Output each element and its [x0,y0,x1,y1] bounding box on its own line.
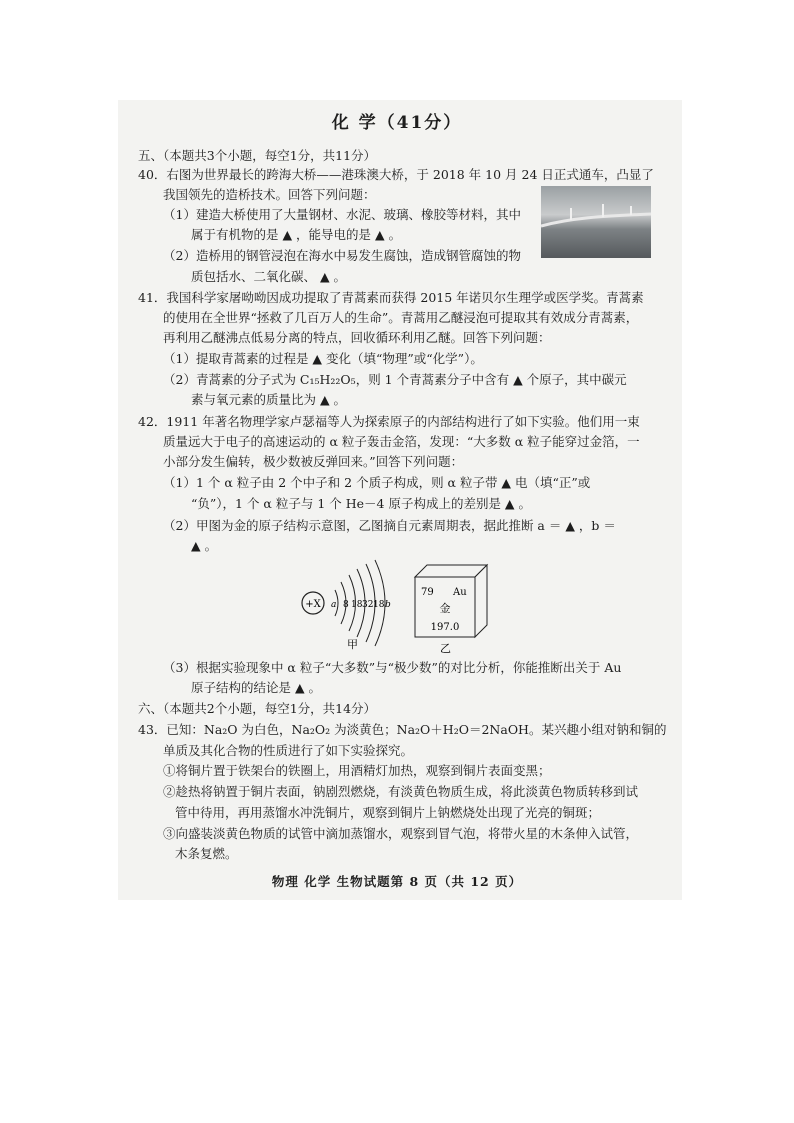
element-name: 金 [439,602,451,615]
q41-part-2-line-2: 素与氧元素的质量比为 ▲ 。 [191,392,347,407]
shell-label: 18 [373,600,385,610]
q43-step-3-line-1: ③向盛装淡黄色物质的试管中滴加蒸馏水，观察到冒气泡，将带火星的木条伸入试管， [163,826,639,841]
q41-part-1: （1）提取青蒿素的过程是 ▲ 变化（填“物理”或“化学”）。 [163,351,483,366]
atomic-structure-figure [295,555,505,659]
q43-step-2-line-1: ②趁热将钠置于铜片表面，钠剧烈燃烧，有淡黄色物质生成，将此淡黄色物质转移到试 [163,784,639,799]
page-footer: 物理 化学 生物试题第 8 页（共 12 页） [271,874,523,889]
shell-label: a [331,600,337,610]
q42-line-3: 小部分发生偏转，极少数被反弹回来。”回答下列问题： [163,454,464,469]
shell-label: 18 [351,600,363,610]
figure-label-jia: 甲 [347,638,358,651]
shell-label: 8 [343,600,349,610]
q40-part-1-line-2: 属于有机物的是 ▲ ，能导电的是 ▲ 。 [191,227,402,242]
q42-line-1: 42．1911 年著名物理学家卢瑟福等人为探索原子的内部结构进行了如下实验。他们用一束 [138,414,640,429]
q40-line-2: 我国领先的造桥技术。回答下列问题： [163,187,376,202]
page-title: 化 学（41分） [331,113,463,133]
q42-part-1-line-1: （1）1 个 α 粒子由 2 个中子和 2 个质子构成，则 α 粒子带 ▲ 电（填“正”或 [163,475,591,490]
q42-part-2-line-1: （2）甲图为金的原子结构示意图，乙图摘自元素周期表，据此推断 a ＝ ▲ ，b ＝ [163,518,616,533]
element-symbol: Au [453,587,467,598]
q43-line-2: 单质及其化合物的性质进行了如下实验探究。 [163,743,414,758]
figure-label-yi: 乙 [440,642,451,655]
q41-part-2-line-1: （2）青蒿素的分子式为 C₁₅H₂₂O₅，则 1 个青蒿素分子中含有 ▲ 个原子，其中碳元 [163,372,627,387]
q41-line-3: 再利用乙醚沸点低易分离的特点，回收循环利用乙醚。回答下列问题： [163,330,551,345]
q40-part-2-line-2: 质包括水、二氧化碳、 ▲ 。 [191,269,347,284]
nucleus-charge: +X [305,599,321,610]
section-5-heading: 五、（本题共3个小题，每空1分，共11分） [138,148,377,163]
q42-part-3-line-2: 原子结构的结论是 ▲ 。 [191,680,322,695]
q43-step-2-line-2: 管中待用，再用蒸馏水冲洗铜片，观察到铜片上钠燃烧处出现了光亮的铜斑； [175,805,601,820]
q42-part-2-line-2: ▲ 。 [191,538,218,553]
atomic-number: 79 [421,587,434,598]
shell-label: 32 [362,600,374,610]
q41-line-1: 41．我国科学家屠呦呦因成功提取了青蒿素而获得 2015 年诺贝尔生理学或医学奖。青蒿素 [138,290,644,305]
q42-part-1-line-2: “负”），1 个 α 粒子与 1 个 He－4 原子构成上的差别是 ▲ 。 [191,496,532,511]
section-6-heading: 六、（本题共2个小题，每空1分，共14分） [138,701,377,716]
q41-line-2: 的使用在全世界“拯救了几百万人的生命”。青蒿用乙醚浸泡可提取其有效成分青蒿素， [163,310,639,325]
q40-part-1-line-1: （1）建造大桥使用了大量钢材、水泥、玻璃、橡胶等材料，其中 [163,207,521,222]
q43-line-1: 43．已知：Na₂O 为白色，Na₂O₂ 为淡黄色；Na₂O＋H₂O＝2NaOH。某兴趣小组对钠和铜的 [138,722,667,737]
bridge-photo [541,186,651,258]
q40-part-2-line-1: （2）造桥用的钢管浸泡在海水中易发生腐蚀，造成钢管腐蚀的物 [163,248,521,263]
q43-step-3-line-2: 木条复燃。 [175,846,238,861]
q40-line-1: 40．右图为世界最长的跨海大桥——港珠澳大桥，于 2018 年 10 月 24 日正式通车，凸显了 [138,167,654,182]
shell-label: b [385,600,391,610]
q42-line-2: 质量远大于电子的高速运动的 α 粒子轰击金箔，发现：“大多数 α 粒子能穿过金箔，一 [163,434,640,449]
bridge-image [541,186,651,258]
q42-part-3-line-1: （3）根据实验现象中 α 粒子“大多数”与“极少数”的对比分析，你能推断出关于 Au [163,660,622,675]
q43-step-1: ①将铜片置于铁架台的铁圈上，用酒精灯加热，观察到铜片表面变黑； [163,763,551,778]
atomic-mass: 197.0 [430,622,460,633]
